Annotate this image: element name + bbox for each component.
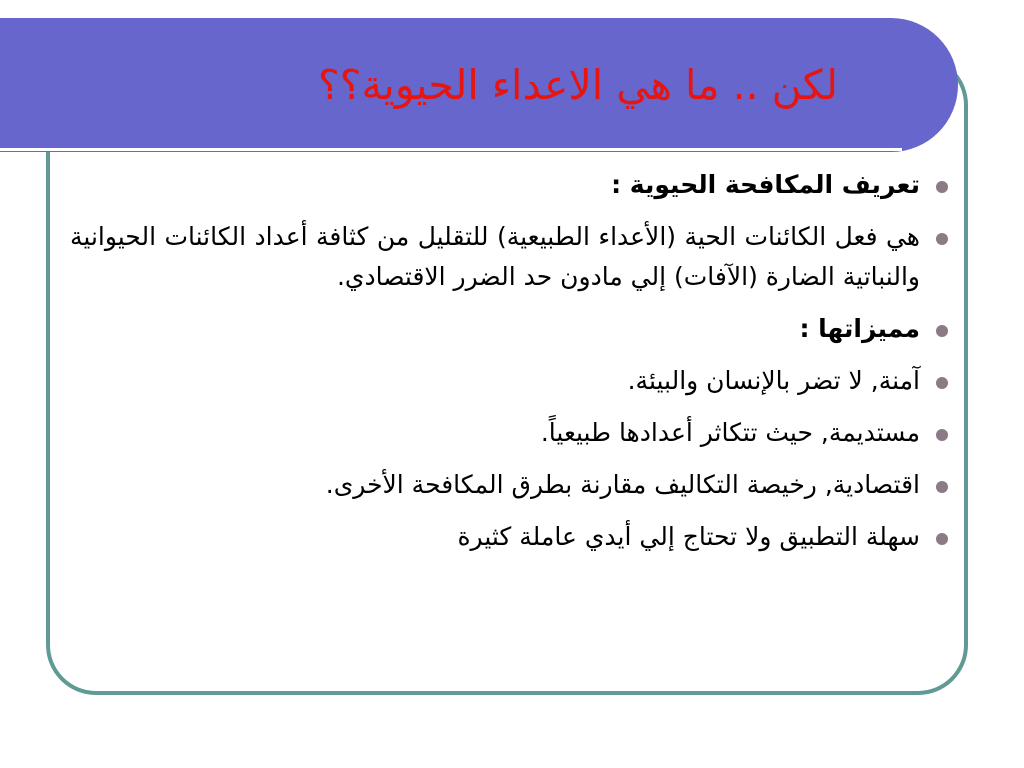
bullet-item [70, 517, 950, 557]
bullet-text: مستديمة, حيث تتكاثر أعدادها طبيعياً. [540, 418, 920, 447]
bullet-dot-icon [936, 325, 948, 337]
bullet-dot-icon [936, 429, 948, 441]
bullet-dot-icon [936, 233, 948, 245]
bullet-list [70, 165, 950, 569]
slide-title: لكن .. ما هي الاعداء الحيوية؟؟ [317, 61, 838, 109]
title-underline [0, 148, 902, 151]
bullet-dot-icon [936, 481, 948, 493]
bullet-item [70, 217, 950, 297]
bullet-text: آمنة, لا تضر بالإنسان والبيئة. [627, 366, 920, 395]
bullet-item [70, 465, 950, 505]
bullet-item [70, 361, 950, 401]
bullet-dot-icon [936, 181, 948, 193]
bullet-item [70, 309, 950, 349]
bullet-text: مميزاتها : [799, 314, 920, 343]
bullet-dot-icon [936, 533, 948, 545]
bullet-text: اقتصادية, رخيصة التكاليف مقارنة بطرق المكافحة الأخرى. [325, 470, 920, 499]
bullet-text: هي فعل الكائنات الحية (الأعداء الطبيعية) للتقليل من كثافة أعداد الكائنات الحيوانية والنباتية الضارة (الآفات) إلي مادون حد الضرر الاقتصادي. [70, 222, 920, 291]
bullet-item [70, 413, 950, 453]
bullet-text: سهلة التطبيق ولا تحتاج إلي أيدي عاملة كثيرة [457, 522, 920, 551]
title-bar [0, 18, 958, 152]
bullet-item [70, 165, 950, 205]
bullet-text: تعريف المكافحة الحيوية : [611, 170, 920, 199]
bullet-dot-icon [936, 377, 948, 389]
